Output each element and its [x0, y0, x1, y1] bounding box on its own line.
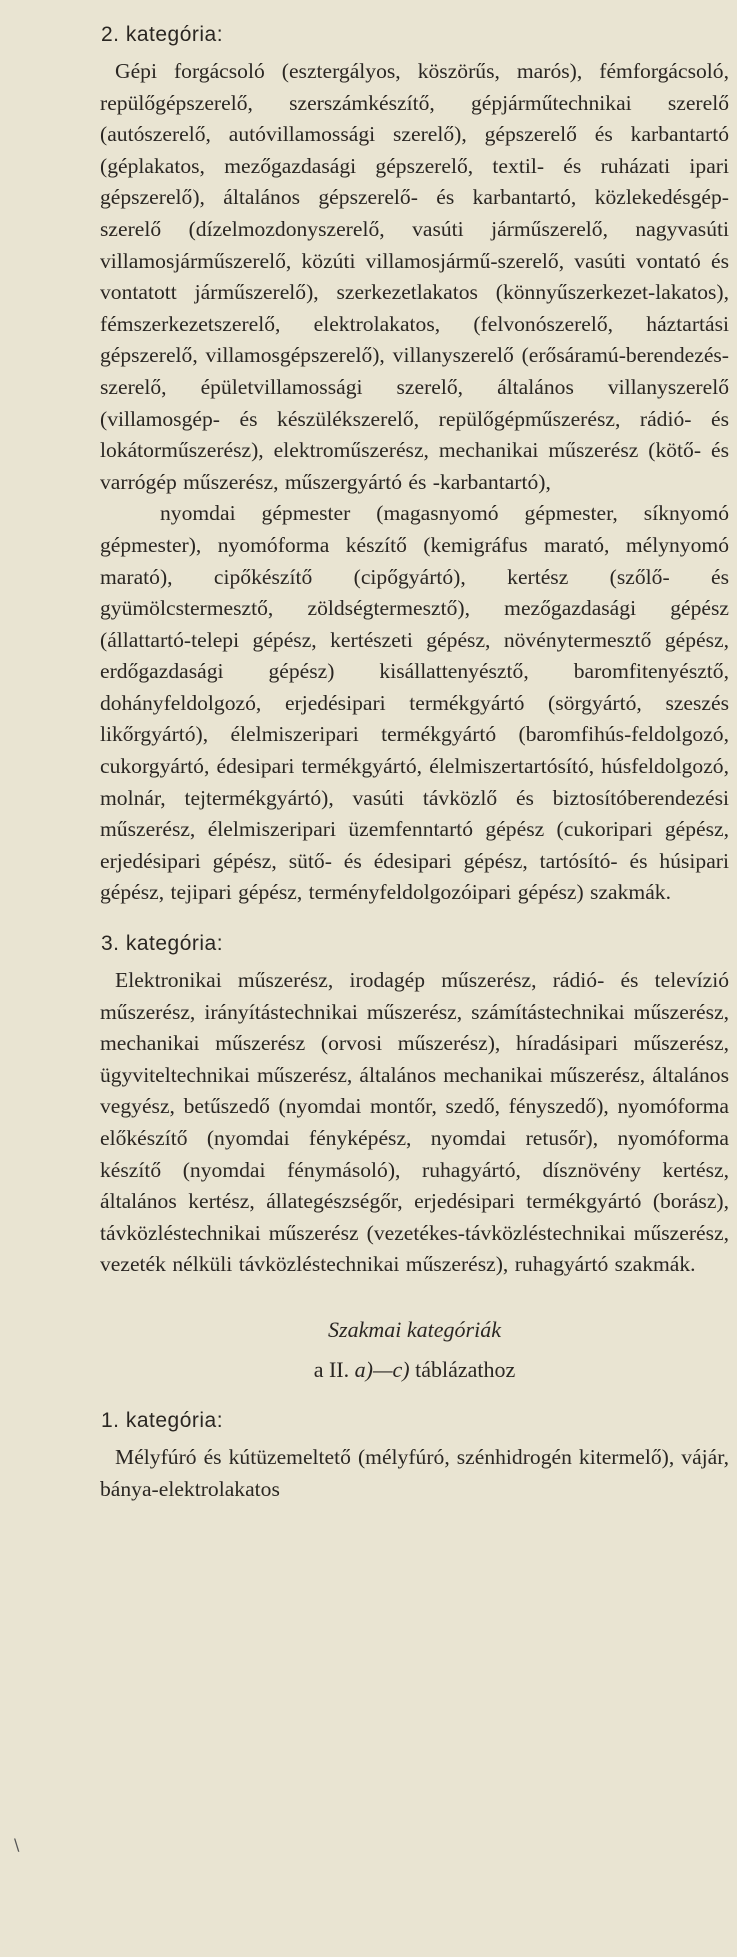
- spacer: [8, 1281, 729, 1314]
- category-3-paragraph-1: Elektronikai műszerész, irodagép műszerész, rádió- és televízió műszerész, irányítástechnikai műszerész, számítástechnikai műszerész, mechanikai műszerész (orvosi műszerész), híradásipari műszerész, ügyviteltechnikai műszerész, általános mechanikai műszerész, általános vegyész, betűszedő (nyomdai montőr, szedő, fényszedő), nyomóforma előkészítő (nyomdai fényképész, nyomdai retusőr), nyomóforma készítő (nyomdai fénymásoló), ruhagyártó, dísznövény kertész, általános kertész, állategészségőr, erjedésipari termékgyártó (borász), távközléstechnikai műszerész (vezetékes-távközléstechnikai műszerész, vezeték nélküli távközléstechnikai műszerész), ruhagyártó szakmák.: [100, 968, 729, 1277]
- subheading-prefix: a II.: [313, 1356, 355, 1382]
- subheading-suffix: táblázathoz: [409, 1356, 516, 1382]
- category-1-paragraph-1: Mélyfúró és kútüzemeltető (mélyfúró, szénhidrogén kitermelő), vájár, bánya-elektrolakatos: [100, 1444, 729, 1501]
- category-2-paragraph-2: nyomdai gépmester (magasnyomó gépmester, síknyomó gépmester), nyomóforma készítő (kemigráfus marató, mélynyomó marató), cipőkészítő (cipőgyártó), kertész (szőlő- és gyümölcstermesztő, zöldségtermesztő), mezőgazdasági gépész (állattartó-telepi gépész, kertészeti gépész, növénytermesztő gépész, erdőgazdasági gépész) kisállattenyésztő, baromfitenyésztő, dohányfeldolgozó, erjedésipari termékgyártó (sörgyártó, szeszés likőrgyártó), élelmiszeripari termékgyártó (baromfihús-feldolgozó, cukorgyártó, édesipari termékgyártó, élelmiszertartósító, húsfeldolgozó, molnár, tejtermékgyártó), vasúti távközlő és biztosítóberendezési műszerész, élelmiszeripari üzemfenntartó gépész (cukoripari gépész, erjedésipari gépész, sütő- és édesipari gépész, tartósító- és húsipari gépész, tejipari gépész, terményfeldolgozóipari gépész) szakmák.: [100, 501, 729, 905]
- section-subheading: [8, 1354, 729, 1386]
- spacer: [8, 909, 729, 929]
- spacer: [8, 1386, 729, 1406]
- section-heading: Szakmai kategóriák: [328, 1316, 501, 1342]
- category-3-title: 3. kategória:: [101, 932, 224, 956]
- subheading-italic: a)—c): [354, 1356, 410, 1382]
- category-1-title: 1. kategória:: [101, 1408, 224, 1432]
- category-2-paragraph-1: Gépi forgácsoló (esztergályos, köszörűs, marós), fémforgácsoló, repülőgépszerelő, szerszámkészítő, gépjárműtechnikai szerelő (autószerelő, autóvillamossági szerelő), gépszerelő és karbantartó (géplakatos, mezőgazdasági gépszerelő, textil- és ruházati ipari gépszerelő), általános gépszerelő- és karbantartó, közlekedésgép-szerelő (dízelmozdonyszerelő, vasúti járműszerelő, nagyvasúti villamosjárműszerelő, közúti villamosjármű-szerelő, vasúti vontató és vontatott járműszerelő), szerkezetlakatos (könnyűszerkezet-lakatos), fémszerkezetszerelő, elektrolakatos, (felvonószerelő, háztartási gépszerelő, villamosgépszerelő), villanyszerelő (erősáramú-berendezés-szerelő, épületvillamossági szerelő, általános villanyszerelő (villamosgép- és készülékszerelő, repülőgépműszerész, rádió- és lokátorműszerész), elektroműszerész, mechanikai műszerész (kötő- és varrógép műszerész, műszergyártó és -karbantartó),: [100, 59, 729, 494]
- category-2-title: 2. kategória:: [101, 23, 224, 46]
- margin-mark-icon: \: [14, 1835, 20, 1854]
